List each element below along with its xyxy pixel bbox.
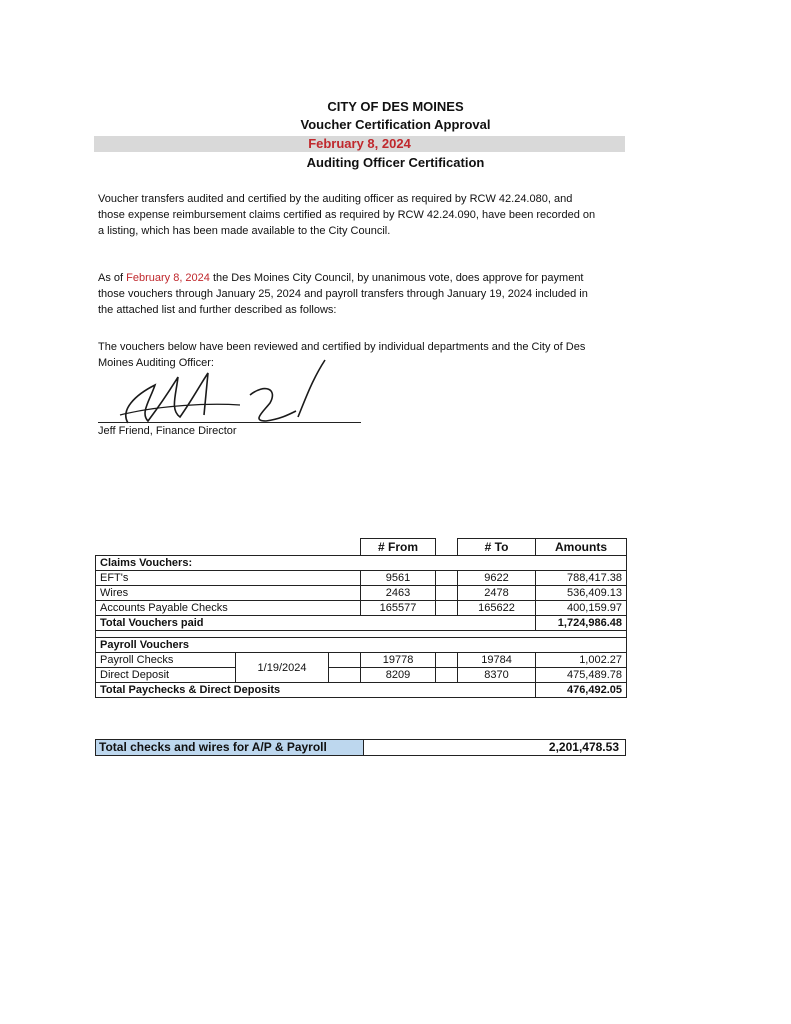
org-name: CITY OF DES MOINES (327, 99, 464, 114)
approval-paragraph (98, 270, 598, 318)
row-label: Payroll Checks (96, 653, 236, 668)
row-to: 9622 (458, 571, 536, 586)
table-row (96, 653, 627, 668)
row-amount: 536,409.13 (536, 586, 627, 601)
payroll-total-label: Total Paychecks & Direct Deposits (96, 683, 536, 698)
document-title: Voucher Certification Approval (300, 117, 491, 132)
handwritten-signature (100, 355, 340, 430)
signature-line (98, 422, 361, 423)
row-amount: 788,417.38 (536, 571, 627, 586)
grand-total-amount: 2,201,478.53 (548, 740, 619, 754)
payroll-section-title: Payroll Vouchers (96, 638, 627, 653)
claims-section-row (96, 556, 627, 571)
payroll-total-amount: 476,492.05 (536, 683, 627, 698)
row-to: 165622 (458, 601, 536, 616)
claims-total-label: Total Vouchers paid (96, 616, 536, 631)
payroll-date: 1/19/2024 (236, 653, 329, 683)
payroll-section-row (96, 638, 627, 653)
claims-total-row (96, 616, 627, 631)
table-row (96, 668, 627, 683)
voucher-table (95, 538, 627, 698)
row-amount: 400,159.97 (536, 601, 627, 616)
row-from: 9561 (361, 571, 436, 586)
signatory-name: Jeff Friend, Finance Director (98, 425, 237, 437)
grand-total-row (95, 739, 626, 756)
row-from: 8209 (361, 668, 436, 683)
from-header: # From (361, 539, 436, 556)
table-row (96, 601, 627, 616)
amounts-header: Amounts (536, 539, 627, 556)
approval-prefix: As of (98, 272, 127, 284)
spacer-row (96, 631, 627, 638)
approval-date: February 8, 2024 (94, 136, 625, 152)
certification-paragraph: Voucher transfers audited and certified by the auditing officer as required by RCW 42.24.080, and those expense reimbursement claims certified as required by RCW 42.24.090, have been recorded on a listing, which has been made available to the City Council. (98, 193, 596, 237)
approval-paragraph-date: February 8, 2024 (126, 272, 210, 284)
table-header-row (96, 539, 627, 556)
row-label: Accounts Payable Checks (96, 601, 361, 616)
row-label: Direct Deposit (96, 668, 236, 683)
row-to: 2478 (458, 586, 536, 601)
row-amount: 475,489.78 (536, 668, 627, 683)
to-header: # To (458, 539, 536, 556)
payroll-total-row (96, 683, 627, 698)
row-to: 8370 (458, 668, 536, 683)
claims-total-amount: 1,724,986.48 (536, 616, 627, 631)
row-to: 19784 (458, 653, 536, 668)
claims-section-title: Claims Vouchers: (96, 556, 627, 571)
document-subtitle: Auditing Officer Certification (306, 155, 485, 170)
row-label: Wires (96, 586, 361, 601)
table-row (96, 586, 627, 601)
grand-total-label: Total checks and wires for A/P & Payroll (96, 740, 364, 755)
review-paragraph: The vouchers below have been reviewed and certified by individual departments and the City of Des Moines Auditing Officer: (98, 341, 586, 369)
row-from: 165577 (361, 601, 436, 616)
row-amount: 1,002.27 (536, 653, 627, 668)
table-row (96, 571, 627, 586)
approval-rest: the Des Moines City Council, by unanimous vote, does approve for payment those vouchers through January 25, 2024 and payroll transfers through January 19, 2024 included in the attached list and further described as follows: (98, 272, 588, 316)
row-from: 2463 (361, 586, 436, 601)
row-label: EFT's (96, 571, 361, 586)
row-from: 19778 (361, 653, 436, 668)
